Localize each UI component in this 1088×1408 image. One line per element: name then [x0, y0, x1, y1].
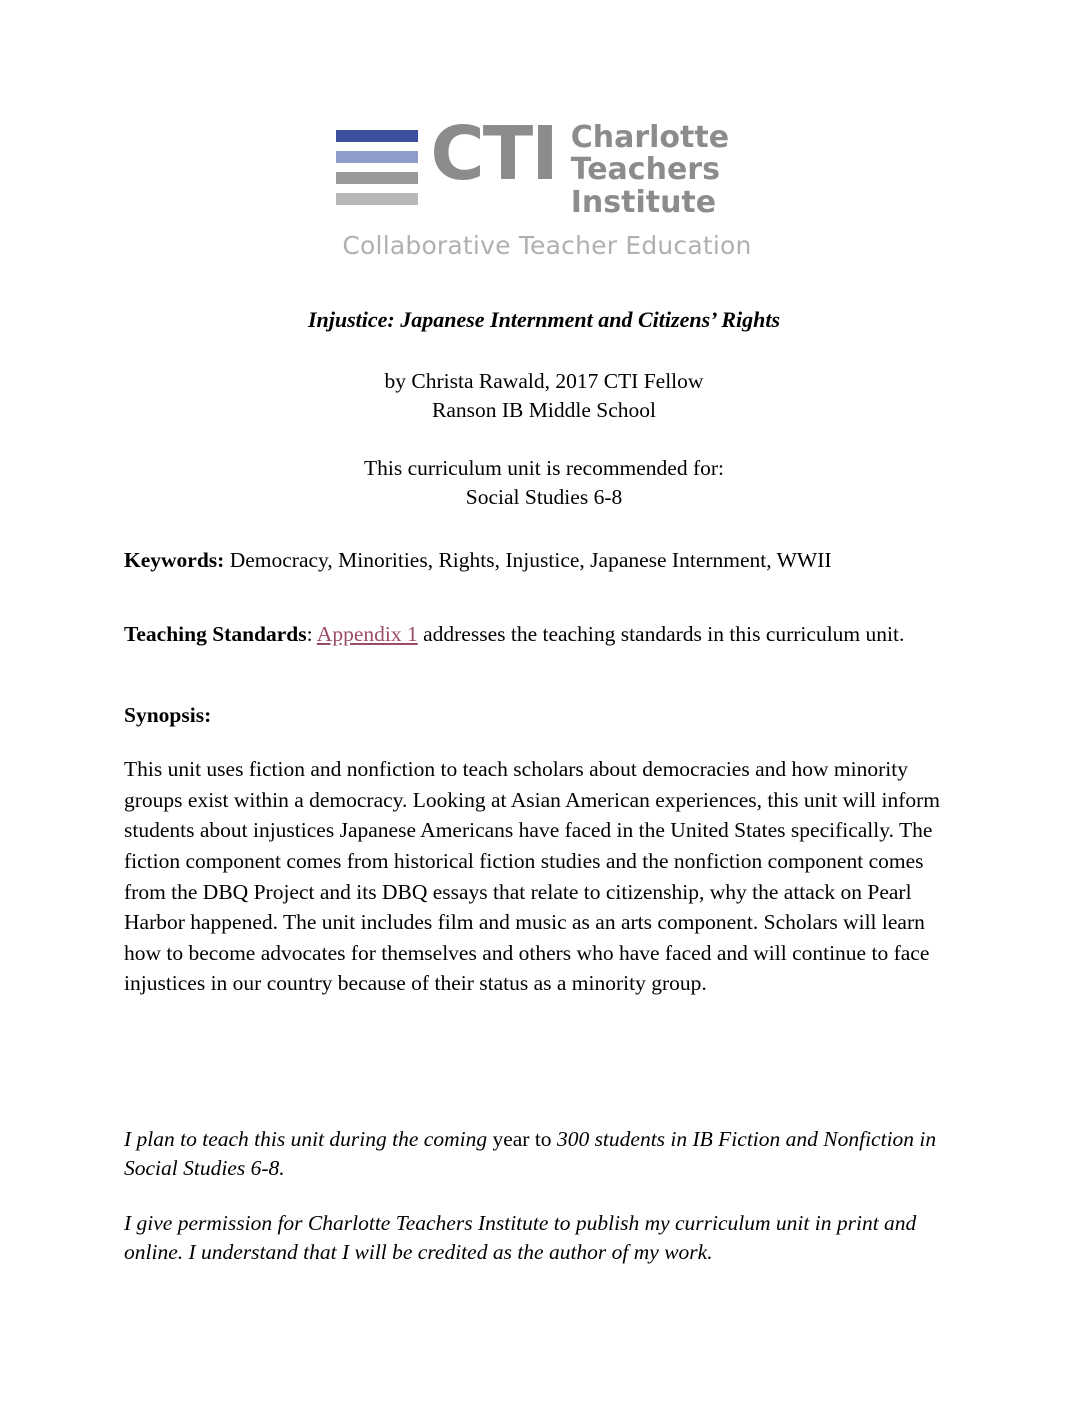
logo-bar-2 [336, 151, 418, 163]
standards-trailing-text: addresses the teaching standards in this curriculum unit. [417, 622, 905, 647]
logo-wordmark [571, 118, 729, 219]
teaching-plan-statement [124, 1125, 964, 1183]
teaching-standards-line [124, 619, 964, 650]
byline [124, 367, 964, 424]
standards-colon: : [306, 622, 317, 647]
author-line: by Christa Rawald, 2017 CTI Fellow [384, 369, 704, 394]
logo-bar-1 [336, 130, 418, 142]
logo-acronym: CTI [430, 111, 557, 197]
keywords-label: Keywords: [124, 547, 225, 572]
teaching-standards-label: Teaching Standards [124, 622, 307, 647]
synopsis-heading: Synopsis: [124, 702, 212, 727]
recommended-label: This curriculum unit is recommended for: [363, 456, 725, 481]
recommended-value: Social Studies 6-8 [465, 484, 623, 509]
logo-word-charlotte: Charlotte [570, 120, 730, 155]
document-content [0, 304, 1088, 1267]
plan-part-4: 300 students in IB Fiction and Nonfiction in Social Studies 6-8. [124, 1126, 937, 1180]
synopsis-body: This unit uses fiction and nonfiction to teach scholars about democracies and how minority groups exist within a democracy. Looking at Asian American experiences, this unit will inform students about injustices Japanese Americans have faced in the United States specifically. The fiction component comes from historical fiction studies and the nonfiction component comes from the DBQ Project and its DBQ essays that relate to citizenship, why the attack on Pearl Harbor happened. The unit includes film and music as an arts component. Scholars will learn how to become advocates for themselves and others who have faced and will continue to face injustices in our country because of their status as a minority group. [124, 757, 941, 996]
permission-statement: I give permission for Charlotte Teachers Institute to publish my curriculum unit in print and online. I understand that I will be credited as the author of my work. [124, 1211, 917, 1265]
cti-logo-main [336, 111, 730, 220]
logo-tagline: Collaborative Teacher Education [342, 231, 752, 261]
logo-bars-icon [336, 130, 418, 214]
plan-part-1: I plan to teach this unit during the coming [124, 1126, 493, 1151]
cti-logo [336, 111, 752, 261]
keywords-line [124, 545, 964, 576]
appendix-1-link[interactable]: Appendix 1 [316, 622, 418, 647]
cti-logo-block [0, 0, 1088, 260]
page-title: Injustice: Japanese Internment and Citizens’ Rights [307, 307, 781, 333]
keywords-value: Democracy, Minorities, Rights, Injustice, Japanese Internment, WWII [229, 547, 832, 572]
recommended-block [124, 454, 964, 511]
logo-bar-4 [336, 193, 418, 205]
plan-part-year: year [492, 1126, 530, 1151]
logo-word-teachers: Teachers [570, 152, 720, 188]
logo-word-institute: Institute [570, 184, 717, 220]
school-line: Ranson IB Middle School [432, 397, 656, 422]
plan-part-to: to [529, 1126, 557, 1151]
logo-bar-3 [336, 172, 418, 184]
